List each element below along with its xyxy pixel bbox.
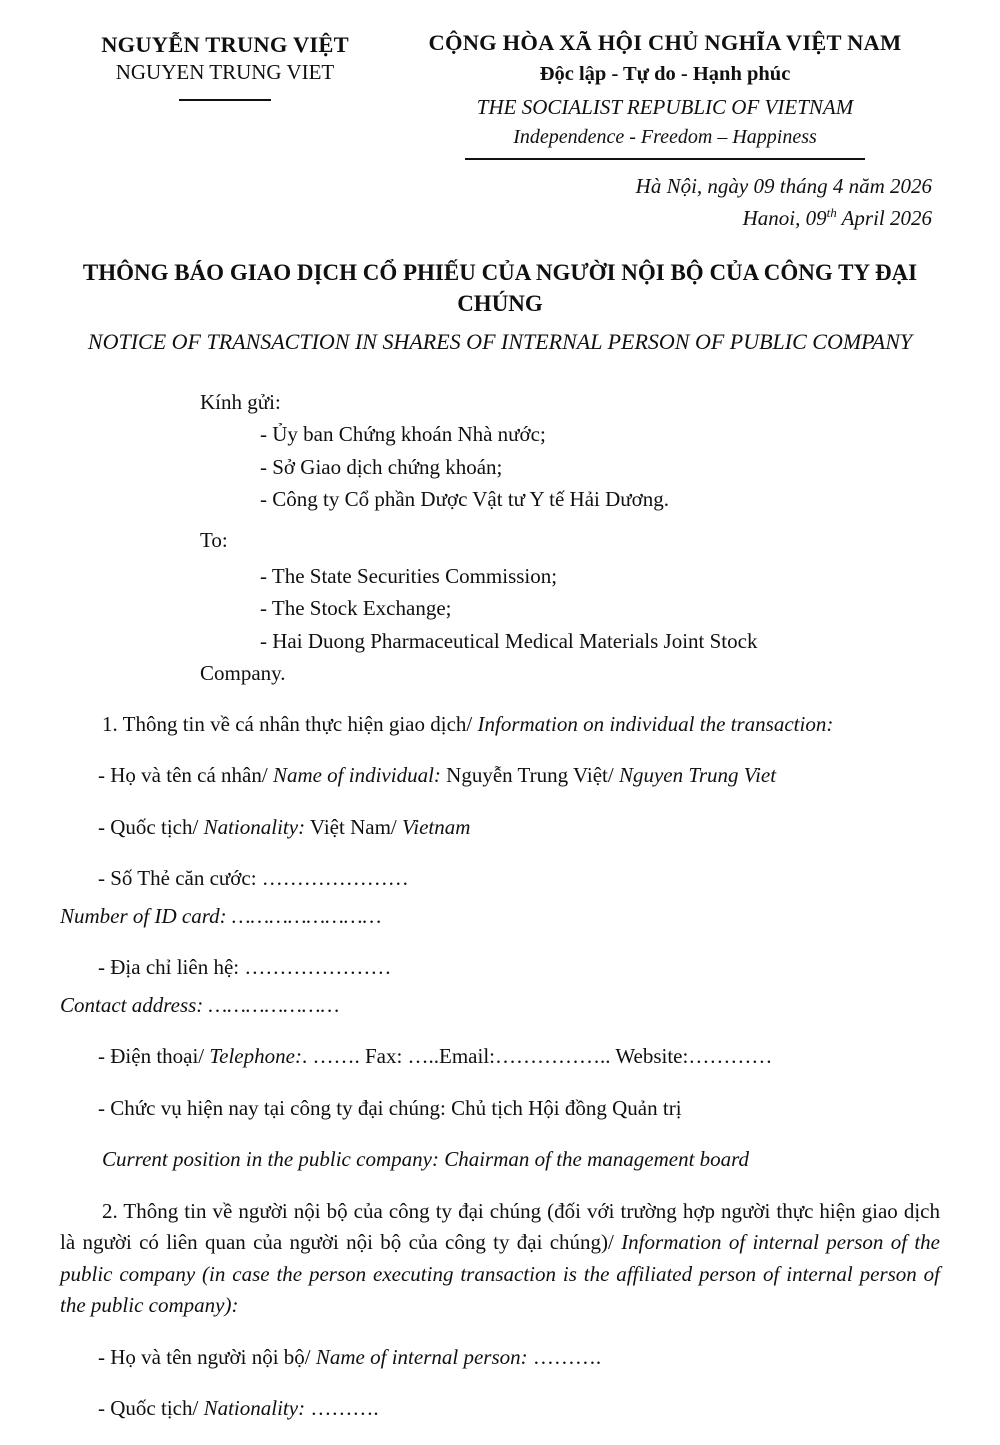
- section1-name-line: [60, 760, 940, 792]
- header-right-block: [390, 26, 940, 160]
- section2-nationality-label-en: Nationality:: [203, 1396, 306, 1421]
- section1-position-value-en: Chairman of the management board: [438, 1147, 750, 1172]
- section2-name-line: [60, 1342, 940, 1374]
- section2-name-label-en: Name of internal person:: [315, 1344, 528, 1369]
- section1-heading-vi: 1. Thông tin về cá nhân thực hiện giao dịch/: [102, 711, 478, 736]
- date-en-suffix: April 2026: [836, 206, 932, 230]
- recipients-block: [60, 387, 940, 689]
- header-right-divider: [465, 158, 865, 160]
- section1-nationality-value-en: Vietnam: [401, 814, 471, 839]
- section1-position-line-en: [60, 1144, 940, 1176]
- recipients-list-vi: [200, 419, 940, 514]
- nation-motto-vi: Độc lập - Tự do - Hạnh phúc: [539, 63, 791, 85]
- recipients-list-en: [200, 561, 940, 656]
- section1-telephone-label-en: Telephone:: [209, 1044, 302, 1069]
- section1-position-line-vi: [60, 1093, 940, 1125]
- section1-position-label-vi: - Chức vụ hiện nay tại công ty đại chúng:: [98, 1095, 452, 1120]
- section2-heading: [60, 1196, 940, 1322]
- nation-motto-en: Independence - Freedom – Happiness: [513, 126, 817, 148]
- list-item: - The State Securities Commission;: [260, 563, 558, 588]
- section2-name-value: ……….: [527, 1344, 602, 1369]
- date-en-prefix: Hanoi, 09: [742, 206, 827, 230]
- section1-address-line-vi: - Địa chỉ liên hệ: …………………: [98, 955, 392, 980]
- section1-nationality-value-vi: Việt Nam/: [305, 814, 402, 839]
- document-header: [60, 26, 940, 160]
- date-block: [60, 174, 940, 231]
- list-item: - Sở Giao dịch chứng khoán;: [260, 454, 503, 479]
- section2-nationality-label-vi: - Quốc tịch/: [98, 1396, 204, 1421]
- section1-name-value-vi: Nguyễn Trung Việt/: [440, 763, 619, 788]
- date-en-ordinal: th: [826, 205, 837, 220]
- list-item: - Ủy ban Chứng khoán Nhà nước;: [260, 422, 546, 447]
- list-item: - Hai Duong Pharmaceutical Medical Materials Joint Stock: [260, 628, 758, 653]
- list-item: - The Stock Exchange;: [260, 596, 452, 621]
- nation-title-vi: CỘNG HÒA XÃ HỘI CHỦ NGHĨA VIỆT NAM: [428, 30, 902, 55]
- date-vi: Hà Nội, ngày 09 tháng 4 năm 2026: [635, 174, 932, 198]
- section1-name-label-vi: - Họ và tên cá nhân/: [98, 763, 273, 788]
- document-title-vi: THÔNG BÁO GIAO DỊCH CỔ PHIẾU CỦA NGƯỜI NỘI BỘ CỦA CÔNG TY ĐẠI CHÚNG: [82, 260, 918, 317]
- section1-nationality-label-en: Nationality:: [203, 814, 306, 839]
- header-left-divider: [179, 99, 271, 101]
- section2-heading-vi: 2. Thông tin về người nội bộ của công ty đại chúng (đối với trường hợp người thực hiện giao dịch là người có liên quan của người nội bộ của công ty đại chúng)/: [60, 1198, 940, 1255]
- section1-id-line-vi: - Số Thẻ căn cước: …………………: [98, 866, 409, 891]
- list-item: - Công ty Cổ phần Dược Vật tư Y tế Hải Dương.: [260, 487, 670, 512]
- section1-nationality-line: [60, 812, 940, 844]
- section1-name-label-en: Name of individual:: [272, 763, 441, 788]
- section1-nationality-label-vi: - Quốc tịch/: [98, 814, 204, 839]
- header-left-block: [60, 26, 390, 101]
- section1-position-value-vi: Chủ tịch Hội đồng Quản trị: [451, 1095, 682, 1120]
- section1-heading-en: Information on individual the transaction:: [477, 711, 834, 736]
- section2-name-label-vi: - Họ và tên người nội bộ/: [98, 1344, 316, 1369]
- section1-id-line-en: Number of ID card: ……………………: [60, 903, 382, 928]
- recipients-list-en-continuation: Company.: [200, 661, 286, 686]
- document-title-en: NOTICE OF TRANSACTION IN SHARES OF INTERNAL PERSON OF PUBLIC COMPANY: [87, 329, 913, 355]
- person-name-en: NGUYEN TRUNG VIET: [115, 60, 335, 84]
- section1-telephone-line: [60, 1041, 940, 1073]
- date-en: [60, 205, 932, 231]
- recipients-label-en: To:: [200, 527, 228, 552]
- section2-nationality-value: ……….: [305, 1396, 379, 1421]
- section1-telephone-label-vi: - Điện thoại/: [98, 1044, 210, 1069]
- section2-nationality-line: [60, 1393, 940, 1425]
- nation-title-en: THE SOCIALIST REPUBLIC OF VIETNAM: [476, 95, 854, 119]
- person-name-vi: NGUYỄN TRUNG VIỆT: [101, 32, 349, 57]
- section1-telephone-rest: . ……. Fax: …..Email:…………….. Website:…………: [301, 1044, 773, 1069]
- section1-position-label-en: Current position in the public company:: [102, 1147, 439, 1172]
- section1-heading: [60, 709, 940, 741]
- recipients-label-vi: Kính gửi:: [200, 389, 281, 414]
- section1-name-value-en: Nguyen Trung Viet: [618, 763, 777, 788]
- section2-heading-en: Information of internal person of the public company (in case the person executing transaction is the affiliated person of internal person of the public company):: [60, 1230, 940, 1318]
- section1-address-line-en: Contact address: …………………: [60, 992, 340, 1017]
